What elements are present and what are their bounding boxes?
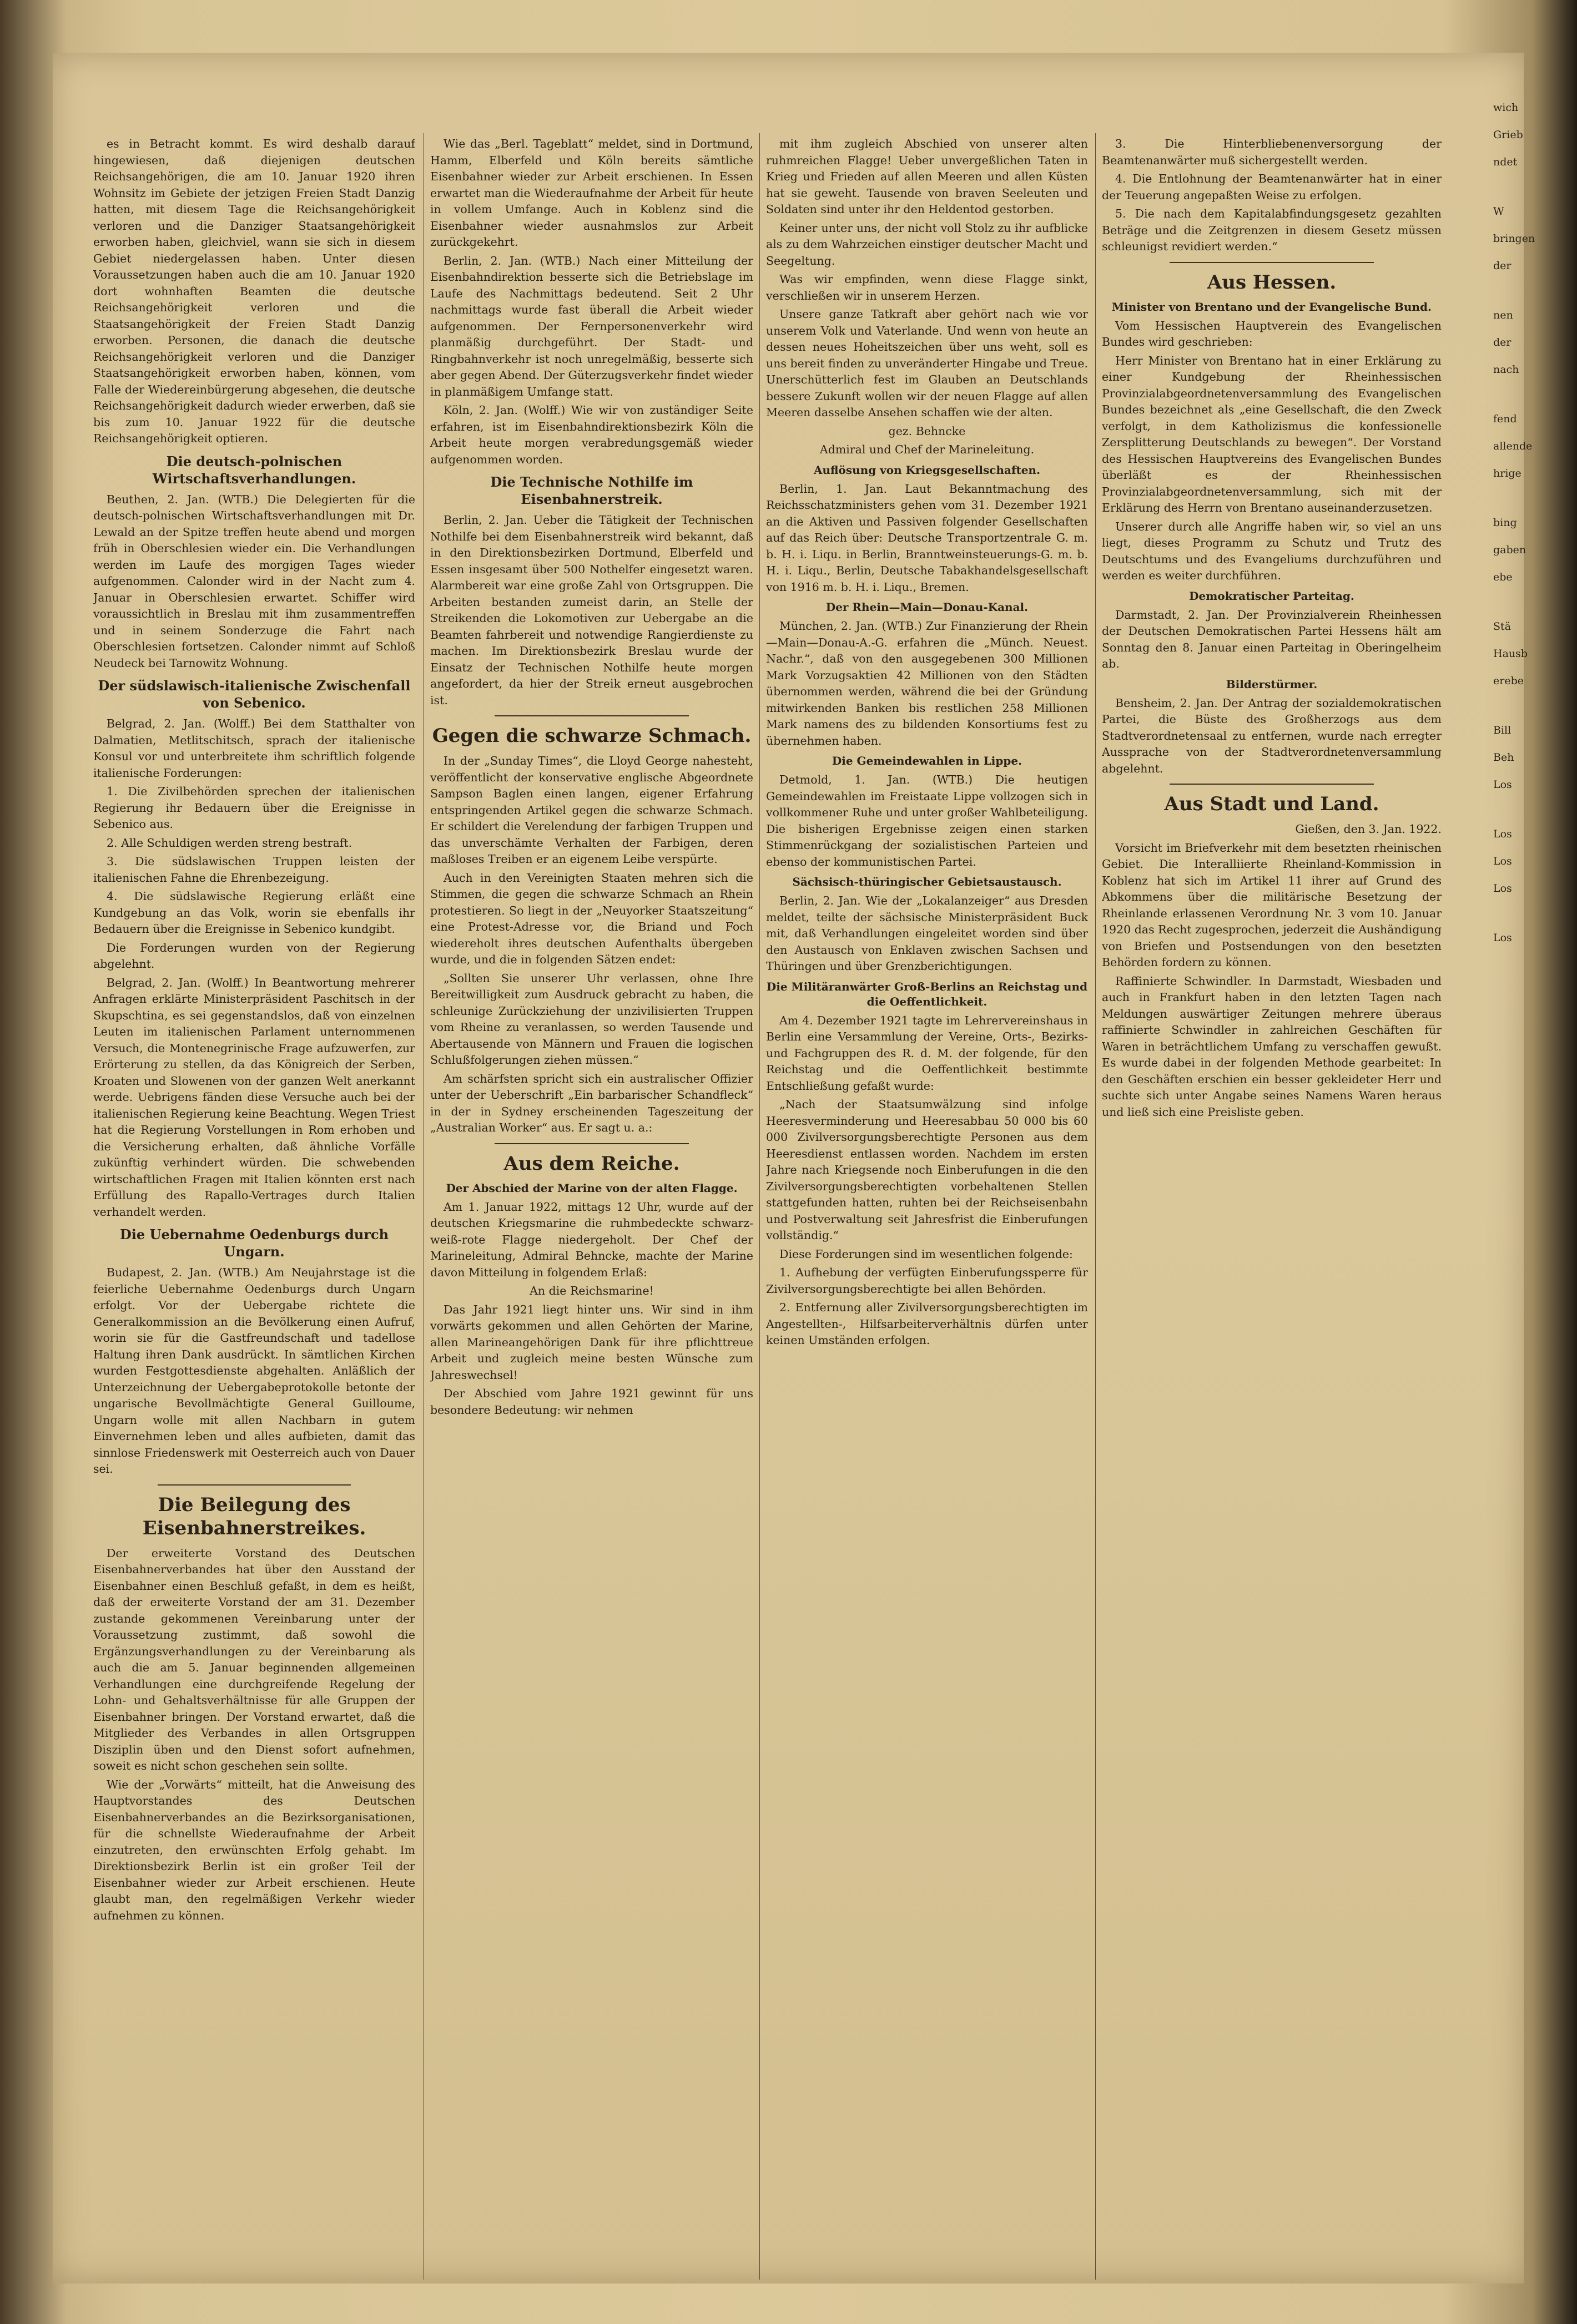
section-rule — [495, 1143, 688, 1144]
article-paragraph: Herr Minister von Brentano hat in einer Erklärung zu einer Kundgebung der Rheinhessischen Provinzialabgeordnetenversammlung des Evangelischen Bundes bezeichnet als „eine Gesellschaft, die den Zweck verfolgt, in dem Katholizismus die konfessionelle Zersplitterung Deutschlands zu bewegen“. Der Vorstand des Hessischen Hauptvereins des Evangelischen Bundes überläßt es der Rheinhessischen Provinzialabgeordnetenversammlung, sich mit der Erklärung des Herrn von Brentano auseinanderzusetzen. — [1102, 353, 1442, 514]
adjacent-page-strip — [1493, 100, 1576, 2098]
headline-nothilfe: Die Technische Nothilfe im Eisenbahnerstreik. — [490, 474, 693, 507]
headline-brentano: Minister von Brentano und der Evangelische Bund. — [1112, 300, 1432, 314]
headline-bilderstuermer: Bilderstürmer. — [1226, 677, 1318, 691]
article-paragraph: 2. Entfernung aller Zivilversorgungsberechtigten im Angestellten-, Hilfsarbeiterverhältnis dürfen unter keinen Umständen erfolgen. — [766, 1301, 1088, 1347]
adjacent-page-text — [1493, 100, 1576, 946]
adjacent-page-line: Los — [1493, 828, 1512, 840]
adjacent-page-line: wich — [1493, 102, 1519, 114]
article-paragraph: Keiner unter uns, der nicht voll Stolz zu ihr aufblicke als zu dem Wahrzeichen einstiger deutscher Macht und Seegeltung. — [766, 221, 1088, 267]
article-paragraph: München, 2. Jan. (WTB.) Zur Finanzierung der Rhein—Main—Donau-A.-G. erfahren die „Münch. Neuest. Nachr.“, daß von den ausgegebenen 300 Millionen Mark Vorzugsaktien 42 Millionen von den Städten übernommen werden, während die bei der Gründung mitwirkenden Banken bis restlichen 258 Millionen Mark namens des zu bildenden Konsortiums fest zu übernehmen haben. — [766, 619, 1088, 747]
article-paragraph: 5. Die nach dem Kapitalabfindungsgesetz gezahlten Beträge und die Zeitgrenzen in diesem Gesetz müssen schleunigst revidiert werden.“ — [1102, 207, 1442, 253]
article-paragraph: 1. Aufhebung der verfügten Einberufungssperre für Zivilversorgungsberechtigte bei allen Behörden. — [766, 1266, 1088, 1296]
headline-lippe: Die Gemeindewahlen in Lippe. — [832, 754, 1022, 767]
adjacent-page-line: bing — [1493, 517, 1517, 529]
article-paragraph: Berlin, 2. Jan. (WTB.) Nach einer Mitteilung der Eisenbahndirektion besserte sich die Betriebslage im Laufe des Nachmittags bedeutend. Seit 2 Uhr nachmittags wurde fast überall die Arbeit wieder aufgenommen. Der Fernpersonenverkehr wird planmäßig durchgeführt. Der Stadt- und Ringbahnverkehr ist noch unregelmäßig, besserte sich aber gegen Abend. Der Güterzugsverkehr findet wieder in planmäßigem Umfange statt. — [430, 254, 753, 398]
headline-kriegsgesellschaften: Auflösung von Kriegsgesellschaften. — [813, 463, 1041, 477]
article-paragraph: 3. Die Hinterbliebenenversorgung der Beamtenanwärter muß sichergestellt werden. — [1102, 137, 1442, 167]
article-paragraph: 1. Die Zivilbehörden sprechen der italienischen Regierung ihr Bedauern über die Ereignisse in Sebenico aus. — [93, 785, 415, 831]
column-2 — [430, 136, 753, 2282]
article-paragraph: Darmstadt, 2. Jan. Der Provinzialverein Rheinhessen der Deutschen Demokratischen Partei Hessens hält am Sonntag den 8. Januar einen Parteitag in Oberingelheim ab. — [1102, 608, 1442, 670]
adjacent-page-line: Los — [1493, 882, 1512, 895]
headline-stadt-land: Aus Stadt und Land. — [1164, 793, 1379, 815]
column-1 — [93, 136, 415, 2282]
headline-schmach: Gegen die schwarze Schmach. — [432, 725, 752, 747]
article-paragraph: Diese Forderungen sind im wesentlichen folgende: — [779, 1247, 1073, 1261]
adjacent-page-line: erebe — [1493, 675, 1524, 687]
adjacent-page-line: der — [1493, 336, 1511, 348]
article-paragraph: Wie das „Berl. Tageblatt“ meldet, sind in Dortmund, Hamm, Elberfeld und Köln bereits sämtliche Eisenbahner wieder zur Arbeit erschienen. In Essen erwartet man die Wiederaufnahme der Arbeit für heute in vollem Umfange. Auch in Koblenz sind die Eisenbahner wieder ausnahmslos zur Arbeit zurückgekehrt. — [430, 137, 753, 249]
column-divider — [1095, 133, 1096, 2280]
adjacent-page-line: Los — [1493, 779, 1512, 791]
headline-parteitag: Demokratischer Parteitag. — [1189, 589, 1354, 603]
adjacent-page-line: nach — [1493, 363, 1519, 376]
article-paragraph: Unserer durch alle Angriffe haben wir, so viel an uns liegt, dieses Programm zu Schutz und Trutz des Deutschtums und des Evangeliums durchzuführen und werden es weiter durchführen. — [1102, 519, 1442, 582]
article-paragraph: Belgrad, 2. Jan. (Wolff.) Bei dem Statthalter von Dalmatien, Metlitschitsch, sprach der italienische Konsul vor und unterbreitete ihm schriftlich folgende italienische Forderungen: — [93, 717, 415, 780]
article-paragraph: „Nach der Staatsumwälzung sind infolge Heeresverminderung und Heeresabbau 50 000 bis 60 000 Zivilversorgungsberechtigte Personen aus dem Heeresdienst entlassen worden. Nachdem im ersten Jahre nach Kriegsende noch Einberufungen in die den Zivilversorgungsberechtigten vorbehaltenen Stellen stattgefunden hatten, ruhten bei der Reichseisenbahn und Postverwaltung seit Jahresfrist die Einberufungen vollständig.“ — [766, 1098, 1088, 1242]
headline-marine: Der Abschied der Marine von der alten Flagge. — [446, 1181, 738, 1195]
article-paragraph: Was wir empfinden, wenn diese Flagge sinkt, verschließen wir in unserem Herzen. — [766, 272, 1088, 302]
adjacent-page-line: Grieb — [1493, 129, 1523, 141]
article-paragraph: Am schärfsten spricht sich ein australischer Offizier unter der Ueberschrift „Ein barbarischer Schandfleck“ in der in Sydney erscheinenden Tageszeitung der „Australian Worker“ aus. Er sagt u. a.: — [430, 1072, 753, 1134]
adjacent-page-line: ndet — [1493, 156, 1518, 168]
adjacent-page-line: Hausb — [1493, 648, 1528, 660]
adjacent-page-line: Stä — [1493, 620, 1511, 633]
headline-polish-trade: Die deutsch-polnischen Wirtschaftsverhandlungen. — [152, 453, 356, 487]
adjacent-page-line: Los — [1493, 855, 1512, 867]
adjacent-page-line: gaben — [1493, 544, 1526, 556]
article-paragraph: Am 4. Dezember 1921 tagte im Lehrervereinshaus in Berlin eine Versammlung der Vereine, Orts-, Bezirks- und Fachgruppen des R. d. M. der folgende, für den Reichstag und die Oeffentlichkeit bestimmte Entschließung gefaßt wurde: — [766, 1013, 1088, 1093]
adjacent-page-line: allende — [1493, 440, 1533, 452]
adjacent-page-line: Beh — [1493, 751, 1514, 764]
section-rule — [158, 1484, 351, 1486]
article-paragraph: „Sollten Sie unserer Uhr verlassen, ohne Ihre Bereitwilligkeit zum Ausdruck gebracht zu haben, die schleunige Zurückziehung der unzivilisierten Truppen vom Rheine zu veranlassen, so werden Tausende und Abertausende von Männern und Frauen die logischen Schlußfolgerungen ziehen müssen.“ — [430, 971, 753, 1067]
article-paragraph: Auch in den Vereinigten Staaten mehren sich die Stimmen, die gegen die schwarze Schmach an Rhein protestieren. So liegt in der „Neuyorker Staatszeitung“ eine Protest-Adresse vor, die Briand und Foch wiedereholt ihres deutschen Aufenthalts übergeben wurde, und die in folgenden Sätzen endet: — [430, 871, 753, 966]
adjacent-page-line: Los — [1493, 932, 1512, 944]
column-3 — [766, 136, 1088, 2282]
article-paragraph: Der erweiterte Vorstand des Deutschen Eisenbahnerverbandes hat über den Ausstand der Eisenbahner einen Beschluß gefaßt, in dem es heißt, daß der erweiterte Vorstand der am 31. Dezember zustande gekommenen Vereinbarung unter der Voraussetzung zustimmt, daß sowohl die Ergänzungsverhandlungen zu der Vereinbarung als auch die am 5. Januar beginnenden allgemeinen Verhandlungen eine durchgreifende Regelung der Lohn- und Gehaltsverhältnisse für alle Gruppen der Eisenbahner bringen. Der Vorstand erwartet, daß die Mitglieder des Verbandes in allen Ortsgruppen Disziplin üben und den Dienst sofort aufnehmen, soweit es nicht schon geschehen sein sollte. — [93, 1546, 415, 1772]
article-paragraph: Das Jahr 1921 liegt hinter uns. Wir sind in ihm vorwärts gekommen und allen Gehörten der Marine, allen Marineangehörigen Dank für ihre pflichttreue Arbeit und zugleich meine besten Wünsche zum Jahreswechsel! — [430, 1302, 753, 1382]
signature-line: gez. Behncke — [888, 424, 966, 438]
adjacent-page-line: W — [1493, 205, 1504, 218]
article-paragraph: es in Betracht kommt. Es wird deshalb darauf hingewiesen, daß diejenigen deutschen Reichsangehörigen, die am 10. Januar 1920 ihren Wohnsitz im Gebiete der jetzigen Freien Stadt Danzig hatten, mit diesem Tage die Reichsangehörigkeit verloren und die Danziger Staatsangehörigkeit erworben haben, gleichviel, wann sie sich in diesem Gebiet niedergelassen haben. Unter diesen Voraussetzungen haben auch die am 10. Januar 1920 dort wohnhaften Beamten die deutsche Reichsangehörigkeit verloren und die Staatsangehörigkeit der Freien Stadt Danzig erworben. Personen, die danach die deutsche Reichsangehörigkeit verloren und die Danziger Staatsangehörigkeit erworben haben, können, vom Falle der Wiedereinbürgerung abgesehen, die deutsche Reichsangehörigkeit dadurch wieder erwerben, daß sie bis zum 10. Januar 1922 für die deutsche Reichsangehörigkeit optieren. — [93, 137, 415, 445]
article-paragraph: Am 1. Januar 1922, mittags 12 Uhr, wurde auf der deutschen Kriegsmarine die ruhmbedeckte schwarz-weiß-rote Flagge niedergeholt. Der Chef der Marineleitung, Admiral Behncke, machte der Marine davon Mitteilung in folgendem Erlaß: — [430, 1200, 753, 1279]
headline-reich: Aus dem Reiche. — [503, 1152, 680, 1175]
adjacent-page-line: Bill — [1493, 724, 1511, 736]
article-paragraph: mit ihm zugleich Abschied von unserer alten ruhmreichen Flagge! Ueber unvergeßlichen Taten in Krieg und Frieden auf allen Meeren und allen Küsten hat sie geweht. Tausende von braven Seeleuten und Soldaten sind unter ihr den Heldentod gestorben. — [766, 137, 1088, 216]
article-paragraph: 3. Die südslawischen Truppen leisten der italienischen Fahne die Ehrenbezeigung. — [93, 855, 415, 885]
article-paragraph: Berlin, 2. Jan. Wie der „Lokalanzeiger“ aus Dresden meldet, teilte der sächsische Ministerpräsident Buck mit, daß Verhandlungen eingeleitet worden sind über den Austausch von Enklaven zwischen Sachsen und Thüringen und über Grenzberichtigungen. — [766, 894, 1088, 973]
signature-title: Admiral und Chef der Marineleitung. — [819, 443, 1035, 456]
article-paragraph: Belgrad, 2. Jan. (Wolff.) In Beantwortung mehrerer Anfragen erklärte Ministerpräsident Paschitsch in der Skupschtina, es sei gegenstandslos, daß von einzelnen Leuten im italienischen Parlament unternommenen Versuch, die Montenegrinische Frage aufzuwerfen, zur Erörterung zu stellen, da das Königreich der Serben, Kroaten und Slowenen von der ganzen Welt anerkannt werde. Uebrigens fänden diese Versuche auch bei der italienischen Regierung keine Beachtung. Wegen Triest hat die Regierung Vorstellungen in Rom erhoben und die Versicherung erhalten, daß ähnliche Vorfälle zukünftig verhindert würden. Die schwebenden wirtschaftlichen Fragen mit Italien könnten erst nach Erfüllung des Rapallo-Vertrages durch Italien verhandelt werden. — [93, 976, 415, 1219]
adjacent-page-line: nen — [1493, 309, 1513, 321]
article-paragraph: Raffinierte Schwindler. In Darmstadt, Wiesbaden und auch in Frankfurt haben in den letzten Tagen nach Meldungen auswärtiger Zeitungen mehrere überaus raffinierte Schwindler in zahlreichen Geschäften für Waren in beträchtlichem Umfang zu verschaffen gewußt. Es wurde dabei in der folgenden Methode gearbeitet: In den Geschäften erschien ein besser gekleideter Herr und suchte sich unter Angabe seines Namens Waren heraus und ließ sich eine Preisliste geben. — [1102, 974, 1442, 1119]
headline-militaeranwaerter: Die Militäranwärter Groß-Berlins an Reichstag und die Oeffentlichkeit. — [766, 979, 1088, 1008]
article-paragraph: Vorsicht im Briefverkehr mit dem besetzten rheinischen Gebiet. Die Interalliierte Rheinland-Kommission in Koblenz hat sich im Artikel 11 ihrer auf Grund des Abkommens über die militärische Besetzung der Rheinlande erlassenen Verordnung Nr. 3 vom 10. Januar 1920 das Recht zugesprochen, jederzeit die Aushändigung von Briefen und Postsendungen von den besetzten Behörden fordern zu können. — [1102, 841, 1442, 969]
article-paragraph: Die Forderungen wurden von der Regierung abgelehnt. — [93, 941, 415, 971]
headline-oedenburg: Die Uebernahme Oedenburgs durch Ungarn. — [119, 1226, 389, 1260]
headline-gebietsaustausch: Sächsisch-thüringischer Gebietsaustausch. — [792, 875, 1062, 888]
article-paragraph: In der „Sunday Times“, die Lloyd George nahesteht, veröffentlicht der konservative englische Abgeordnete Sampson Baglen einen langen, eigener Erfahrung entspringenden Artikel gegen die schwarze Schmach. Er schildert die Verelendung der farbigen Truppen und das unverschämte Verhalten der Farbigen, deren maßloses Treiben er an eigenem Leibe verspürte. — [430, 754, 753, 866]
column-divider — [759, 133, 760, 2280]
section-rule — [1170, 784, 1373, 785]
article-paragraph: Detmold, 1. Jan. (WTB.) Die heutigen Gemeindewahlen im Freistaate Lippe vollzogen sich in vollkommener Ruhe und unter großer Wahlbeteiligung. Die bisherigen Ergebnisse zeigen einen starken Stimmenrückgang der sozialistischen Parteien und ebenso der kommunistischen Partei. — [766, 773, 1088, 868]
headline-hessen: Aus Hessen. — [1207, 271, 1337, 294]
article-paragraph: 4. Die Entlohnung der Beamtenanwärter hat in einer der Teuerung angepaßten Weise zu erfolgen. — [1102, 172, 1442, 202]
article-paragraph: Beuthen, 2. Jan. (WTB.) Die Delegierten für die deutsch-polnischen Wirtschaftsverhandlungen mit Dr. Lewald an der Spitze treffen heute abend und morgen früh in Oberschlesien wieder ein. Die Verhandlungen werden im Laufe des morgigen Tages wieder aufgenommen. Calonder wird in der Nacht zum 4. Januar in Oberschlesien erwartet. Schiffer wird voraussichtlich in Breslau mit ihm zusammentreffen und in seinem Sonderzuge die Fahrt nach Oberschlesien fortsetzen. Calonder nimmt auf Schloß Neudeck bei Tarnowitz Wohnung. — [93, 492, 415, 670]
article-paragraph: 4. Die südslawische Regierung erläßt eine Kundgebung an das Volk, worin sie ebenfalls ihr Bedauern über die Ereignisse in Sebenico kundgibt. — [93, 890, 415, 936]
article-paragraph: Der Abschied vom Jahre 1921 gewinnt für uns besondere Bedeutung: wir nehmen — [430, 1387, 753, 1417]
headline-sebenico: Der südslawisch-italienische Zwischenfall von Sebenico. — [98, 678, 411, 711]
dateline: Gießen, den 3. Jan. 1922. — [1295, 822, 1442, 836]
section-rule — [495, 715, 688, 716]
article-paragraph: Unsere ganze Tatkraft aber gehört nach wie vor unserem Volk und Vaterlande. Und wenn von heute an dessen neues Hoheitszeichen über uns weht, soll es uns bereit finden zu unveränderter Hingabe und Treue. Unerschütterlich fest im Glauben an Deutschlands bessere Zukunft wollen wir der neuen Flagge auf allen Meeren dasselbe Ansehen schaffen wie der alten. — [766, 307, 1088, 419]
article-paragraph: Berlin, 2. Jan. Ueber die Tätigkeit der Technischen Nothilfe bei dem Eisenbahnerstreik wird bekannt, daß in den Direktionsbezirken Dortmund, Elberfeld und Essen insgesamt über 500 Nothelfer eingesetzt waren. Alarmbereit war eine große Zahl von Ortsgruppen. Die Arbeiten bestanden zumeist darin, an Stelle der Streikenden die Lokomotiven zur Uebergabe an die Beamten fahrbereit und notwendige Rangierdienste zu machen. Im Direktionsbezirk Breslau wurde der Einsatz der Technischen Nothilfe heute morgen angefordert, da hier der Streik erneut ausgebrochen ist. — [430, 513, 753, 707]
column-4 — [1102, 136, 1442, 2282]
adjacent-page-line: bringen — [1493, 233, 1535, 245]
section-rule — [1170, 262, 1373, 263]
article-paragraph: Budapest, 2. Jan. (WTB.) Am Neujahrstage ist die feierliche Uebernahme Oedenburgs durch Ungarn erfolgt. Vor der Uebergabe richtete die Generalkommission an die Bevölkerung einen Aufruf, worin sie für die Gastfreundschaft und tadellose Haltung ihren Dank ausdrückt. In sämtlichen Kirchen wurden Festgottesdienste abgehalten. Anläßlich der Unterzeichnung der Uebergabeprotokolle betonte der ungarische Bevollmächtigte General Guilloume, Ungarn wolle mit allen Nachbarn in gutem Einvernehmen leben und alles aufbieten, damit das sinnlose Friedenswerk mit Oesterreich auch von Dauer sei. — [93, 1266, 415, 1476]
headline-rhein-main-donau: Der Rhein—Main—Donau-Kanal. — [825, 600, 1029, 614]
article-paragraph: Bensheim, 2. Jan. Der Antrag der sozialdemokratischen Partei, die Büste des Großherzogs aus dem Stadtverordnetensaal zu entfernen, wurde nach erregter Aussprache von der Stadtverordnetenversammlung abgelehnt. — [1102, 696, 1442, 775]
article-paragraph: Wie der „Vorwärts“ mitteilt, hat die Anweisung des Hauptvorstandes des Deutschen Eisenbahnerverbandes an die Bezirksorganisationen, für die schnellste Wiederaufnahme der Arbeit einzutreten, den erwünschten Erfolg gehabt. Im Direktionsbezirk Berlin ist ein großer Teil der Eisenbahner wieder zur Arbeit erschienen. Heute glaubt man, den regelmäßigen Verkehr wieder aufnehmen zu können. — [93, 1777, 415, 1922]
adjacent-page-line: fend — [1493, 413, 1517, 425]
article-paragraph: Vom Hessischen Hauptverein des Evangelischen Bundes wird geschrieben: — [1102, 319, 1442, 348]
adjacent-page-line: ebe — [1493, 571, 1513, 583]
article-paragraph: Berlin, 1. Jan. Laut Bekanntmachung des Reichsschatzministers gehen vom 31. Dezember 1921 an die Aktiven und Passiven folgender Gesellschaften auf das Reich über: Deutsche Transportzentrale G. m. b. H. i. Liqu. in Berlin, Branntweinsteuerungs-G. m. b. H. i. Liqu., Berlin, Deutsche Tabakhandelsgesellschaft von 1916 m. b. H. i. Liqu., Bremen. — [766, 482, 1088, 594]
adjacent-page-line: hrige — [1493, 467, 1521, 479]
adjacent-page-line: der — [1493, 260, 1511, 272]
article-paragraph: Köln, 2. Jan. (Wolff.) Wie wir von zuständiger Seite erfahren, ist im Eisenbahndirektionsbezirk Köln die Arbeit heute morgen verabredungsgemäß wieder aufgenommen worden. — [430, 403, 753, 466]
article-paragraph: 2. Alle Schuldigen werden streng bestraft. — [107, 836, 352, 850]
headline-strike: Die Beilegung des Eisenbahnerstreikes. — [142, 1493, 366, 1539]
article-paragraph: An die Reichsmarine! — [530, 1284, 654, 1297]
